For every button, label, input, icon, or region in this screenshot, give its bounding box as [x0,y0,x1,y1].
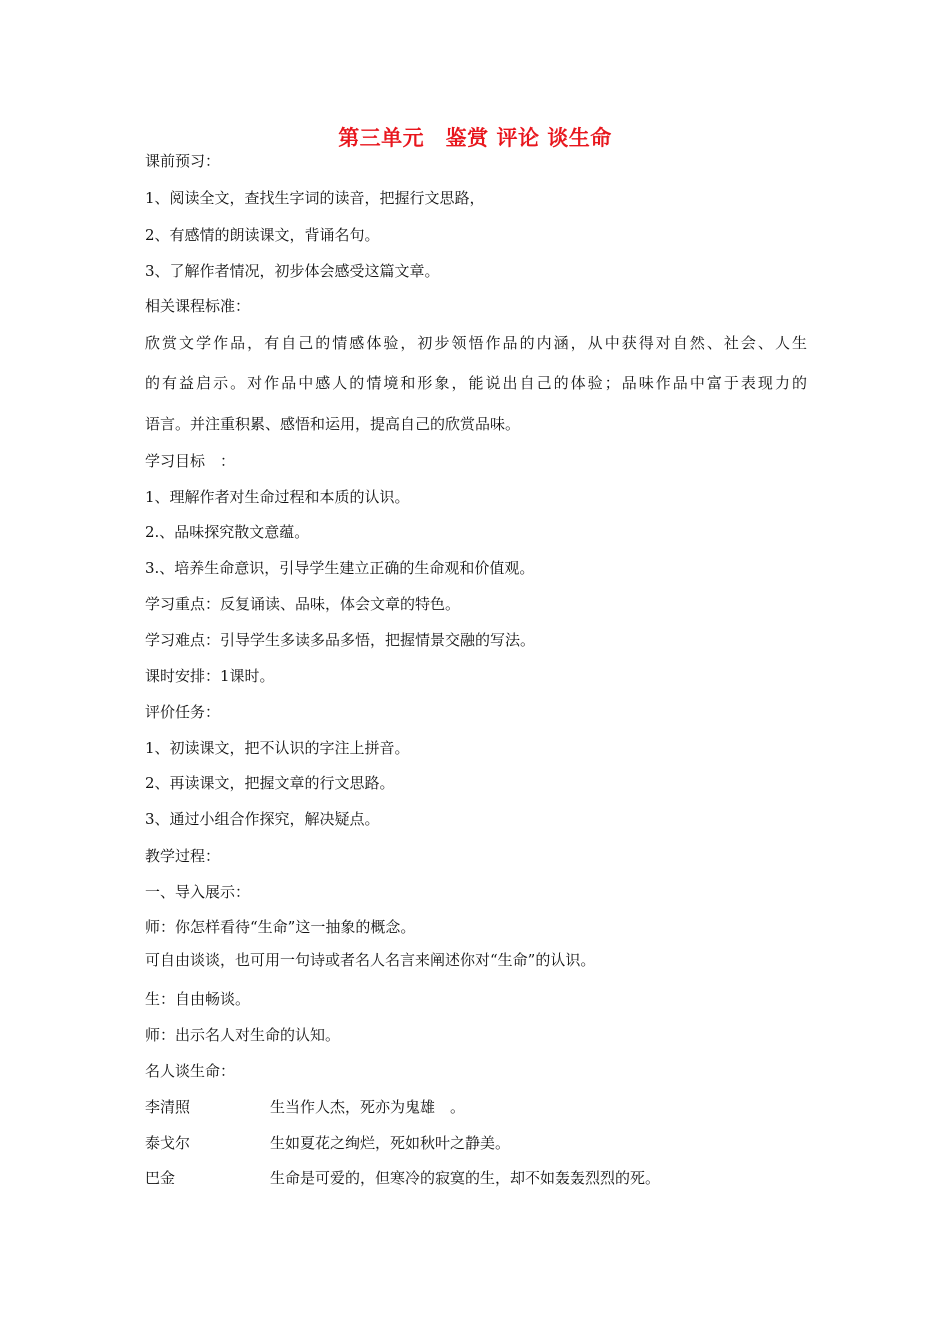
goal-item-2: 2.、品味探究散文意蕴。 [145,523,310,541]
student-line-1: 生：自由畅谈。 [145,990,251,1008]
process-heading: 教学过程： [145,847,221,865]
quote-author: 泰戈尔 [145,1134,191,1152]
section-heading-1: 一、导入展示： [145,883,251,901]
quotes-heading: 名人谈生命： [145,1062,236,1080]
teacher-line-1-continued: 可自由谈谈，也可用一句诗或者名人名言来阐述你对“生命”的认识。 [145,951,596,969]
preview-heading: 课前预习： [145,152,221,170]
goal-item-1: 1、理解作者对生命过程和本质的认识。 [145,488,410,506]
preview-item-2: 2、有感情的朗读课文，背诵名句。 [145,226,380,244]
task-item-1: 1、初读课文，把不认识的字注上拼音。 [145,739,410,757]
quote-author: 巴金 [145,1169,176,1187]
tasks-heading: 评价任务： [145,703,221,721]
schedule-line: 课时安排：1课时。 [145,667,275,685]
key-point-line: 学习重点：反复诵读、品味，体会文章的特色。 [145,595,461,613]
task-item-3: 3、通过小组合作探究，解决疑点。 [145,810,380,828]
quote-text: 生如夏花之绚烂，死如秋叶之静美。 [270,1134,511,1152]
quote-text: 生当作人杰，死亦为鬼雄 。 [270,1098,466,1116]
goals-heading: 学习目标 ： [145,452,236,470]
standard-heading: 相关课程标准： [145,297,251,315]
quote-author: 李清照 [145,1098,191,1116]
task-item-2: 2、再读课文，把握文章的行文思路。 [145,774,395,792]
quote-text: 生命是可爱的，但寒冷的寂寞的生，却不如轰轰烈烈的死。 [270,1169,661,1187]
teacher-line-1: 师：你怎样看待“生命”这一抽象的概念。 [145,918,416,936]
teacher-line-2: 师：出示名人对生命的认知。 [145,1026,341,1044]
goal-item-3: 3.、培养生命意识，引导学生建立正确的生命观和价值观。 [145,559,535,577]
preview-item-1: 1、阅读全文，查找生字词的读音，把握行文思路， [145,189,485,207]
standard-paragraph-line-2: 的有益启示。对作品中感人的情境和形象，能说出自己的体验；品味作品中富于表现力的 [145,374,807,392]
difficulty-line: 学习难点：引导学生多读多品多悟，把握情景交融的写法。 [145,631,536,649]
standard-paragraph-line-3: 语言。并注重积累、感悟和运用，提高自己的欣赏品味。 [145,415,521,433]
preview-item-3: 3、了解作者情况，初步体会感受这篇文章。 [145,262,440,280]
standard-paragraph-line-1: 欣赏文学作品，有自己的情感体验，初步领悟作品的内涵，从中获得对自然、社会、人生 [145,334,807,352]
document-title: 第三单元 鉴赏 评论 谈生命 [338,126,612,150]
